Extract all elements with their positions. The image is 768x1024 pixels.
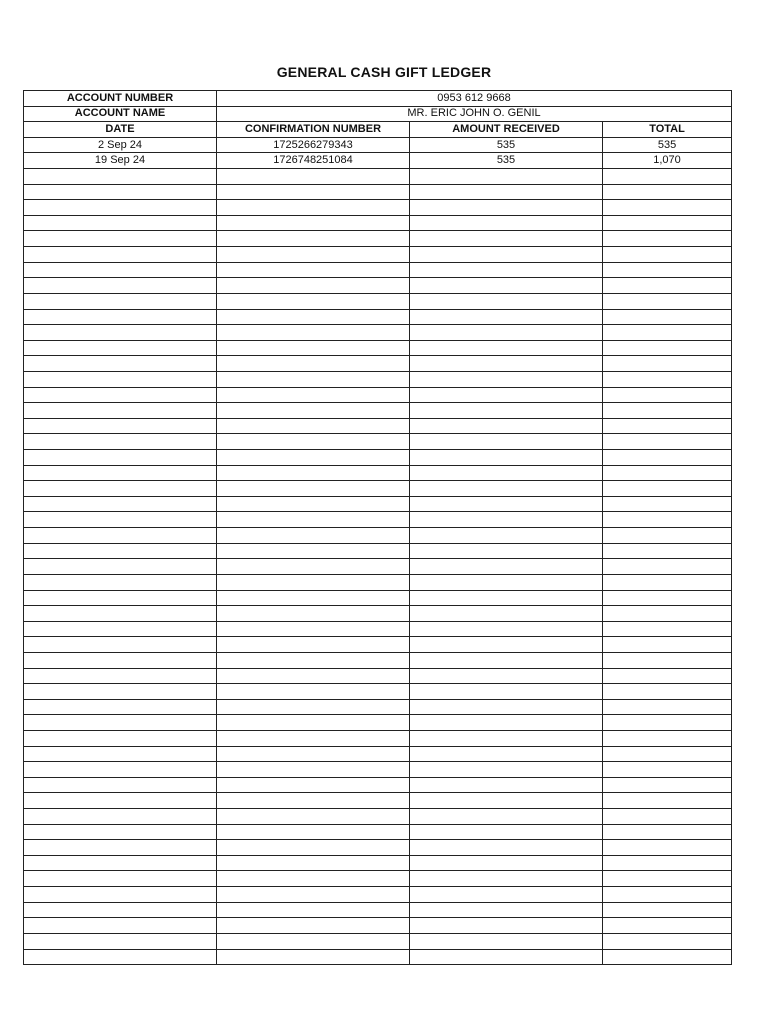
table-row [24,153,732,169]
amount-cell [410,278,603,294]
amount-cell [410,887,603,903]
empty-row [24,278,732,294]
empty-row [24,699,732,715]
date-cell [24,465,217,481]
account-name-label: ACCOUNT NAME [24,106,217,122]
total-cell [603,512,732,528]
total-cell [603,340,732,356]
amount-cell [410,762,603,778]
date-cell [24,278,217,294]
date-cell [24,730,217,746]
total-cell [603,840,732,856]
date-cell [24,403,217,419]
total-cell [603,684,732,700]
date-cell [24,559,217,575]
total-cell [603,949,732,965]
confirmation-cell [217,746,410,762]
total-cell [603,543,732,559]
amount-cell [410,496,603,512]
confirmation-cell [217,528,410,544]
amount-cell [410,590,603,606]
confirmation-cell [217,809,410,825]
date-cell [24,200,217,216]
total-cell [603,855,732,871]
total-cell [603,169,732,185]
amount-cell [410,809,603,825]
column-header-row [24,122,732,138]
date-cell [24,933,217,949]
total-cell [603,933,732,949]
amount-cell [410,902,603,918]
confirmation-cell [217,481,410,497]
date-cell [24,387,217,403]
empty-row [24,762,732,778]
date-cell [24,418,217,434]
empty-row [24,215,732,231]
confirmation-cell [217,559,410,575]
confirmation-cell [217,715,410,731]
amount-cell [410,450,603,466]
empty-row [24,325,732,341]
confirmation-cell: 1726748251084 [217,153,410,169]
amount-cell [410,699,603,715]
amount-cell [410,387,603,403]
confirmation-cell [217,200,410,216]
date-cell [24,871,217,887]
total-cell [603,309,732,325]
empty-row [24,262,732,278]
date-cell: 19 Sep 24 [24,153,217,169]
date-cell [24,746,217,762]
confirmation-cell [217,777,410,793]
date-cell [24,652,217,668]
empty-row [24,793,732,809]
table-row [24,137,732,153]
confirmation-cell [217,325,410,341]
date-cell [24,325,217,341]
confirmation-cell [217,434,410,450]
account-name-row [24,106,732,122]
total-cell [603,387,732,403]
total-cell [603,528,732,544]
date-cell [24,247,217,263]
total-cell [603,184,732,200]
empty-row [24,949,732,965]
amount-cell [410,340,603,356]
column-header-confirmation: CONFIRMATION NUMBER [217,122,410,138]
total-cell [603,450,732,466]
ledger-title: GENERAL CASH GIFT LEDGER [276,64,492,80]
confirmation-cell [217,871,410,887]
confirmation-cell [217,387,410,403]
empty-row [24,481,732,497]
empty-row [24,543,732,559]
total-cell [603,762,732,778]
confirmation-cell [217,824,410,840]
total-cell [603,793,732,809]
amount-cell [410,465,603,481]
confirmation-cell [217,762,410,778]
amount-cell [410,606,603,622]
empty-row [24,184,732,200]
date-cell [24,855,217,871]
total-cell [603,403,732,419]
confirmation-cell [217,668,410,684]
date-cell [24,528,217,544]
date-cell [24,356,217,372]
empty-row [24,200,732,216]
empty-row [24,371,732,387]
total-cell [603,590,732,606]
empty-row [24,247,732,263]
confirmation-cell [217,340,410,356]
total-cell [603,418,732,434]
date-cell [24,434,217,450]
confirmation-cell [217,933,410,949]
account-number-row [24,91,732,107]
amount-cell [410,481,603,497]
empty-row [24,418,732,434]
amount-cell [410,871,603,887]
confirmation-cell [217,684,410,700]
amount-cell [410,371,603,387]
amount-cell [410,325,603,341]
amount-cell [410,668,603,684]
amount-cell [410,574,603,590]
confirmation-cell [217,887,410,903]
date-cell [24,215,217,231]
confirmation-cell [217,543,410,559]
empty-row [24,309,732,325]
amount-cell [410,777,603,793]
date-cell [24,887,217,903]
total-cell [603,730,732,746]
empty-row [24,559,732,575]
amount-cell [410,309,603,325]
date-cell [24,169,217,185]
confirmation-cell [217,730,410,746]
date-cell [24,309,217,325]
empty-row [24,512,732,528]
account-name-value: MR. ERIC JOHN O. GENIL [217,106,732,122]
amount-cell [410,356,603,372]
date-cell [24,496,217,512]
amount-cell [410,184,603,200]
total-cell [603,746,732,762]
empty-row [24,387,732,403]
amount-cell [410,637,603,653]
total-cell [603,918,732,934]
total-cell [603,887,732,903]
total-cell [603,465,732,481]
date-cell [24,543,217,559]
date-cell [24,902,217,918]
date-cell [24,371,217,387]
empty-row [24,918,732,934]
confirmation-cell [217,278,410,294]
confirmation-cell [217,574,410,590]
amount-cell [410,231,603,247]
total-cell [603,200,732,216]
empty-row [24,590,732,606]
total-cell [603,215,732,231]
empty-row [24,169,732,185]
confirmation-cell [217,621,410,637]
empty-row [24,887,732,903]
date-cell [24,340,217,356]
empty-row [24,668,732,684]
amount-cell [410,715,603,731]
amount-cell [410,247,603,263]
amount-cell [410,403,603,419]
date-cell [24,840,217,856]
confirmation-cell [217,496,410,512]
total-cell: 535 [603,137,732,153]
empty-row [24,637,732,653]
amount-cell [410,730,603,746]
total-cell [603,371,732,387]
date-cell [24,606,217,622]
amount-cell [410,793,603,809]
date-cell [24,715,217,731]
confirmation-cell [217,637,410,653]
empty-row [24,340,732,356]
amount-cell [410,434,603,450]
empty-row [24,902,732,918]
total-cell [603,902,732,918]
confirmation-cell [217,169,410,185]
empty-row [24,840,732,856]
date-cell [24,699,217,715]
confirmation-cell [217,793,410,809]
confirmation-cell [217,309,410,325]
empty-row [24,356,732,372]
total-cell [603,699,732,715]
empty-row [24,855,732,871]
empty-row [24,465,732,481]
date-cell [24,809,217,825]
empty-row [24,621,732,637]
total-cell [603,559,732,575]
date-cell [24,450,217,466]
amount-cell [410,512,603,528]
amount-cell [410,684,603,700]
amount-cell [410,293,603,309]
empty-row [24,746,732,762]
empty-row [24,715,732,731]
total-cell [603,293,732,309]
confirmation-cell [217,465,410,481]
total-cell [603,481,732,497]
confirmation-cell [217,855,410,871]
confirmation-cell [217,356,410,372]
empty-row [24,231,732,247]
confirmation-cell [217,918,410,934]
amount-cell [410,528,603,544]
empty-row [24,528,732,544]
confirmation-cell [217,371,410,387]
confirmation-cell [217,450,410,466]
date-cell [24,590,217,606]
amount-cell [410,840,603,856]
total-cell [603,637,732,653]
confirmation-cell [217,262,410,278]
date-cell [24,231,217,247]
confirmation-cell [217,231,410,247]
amount-cell [410,746,603,762]
confirmation-cell [217,215,410,231]
confirmation-cell [217,403,410,419]
confirmation-cell [217,699,410,715]
empty-row [24,434,732,450]
confirmation-cell [217,590,410,606]
empty-row [24,933,732,949]
confirmation-cell [217,418,410,434]
amount-cell [410,559,603,575]
empty-row [24,606,732,622]
total-cell [603,715,732,731]
amount-cell [410,418,603,434]
empty-row [24,684,732,700]
confirmation-cell [217,512,410,528]
date-cell [24,621,217,637]
amount-cell [410,824,603,840]
total-cell [603,606,732,622]
total-cell [603,871,732,887]
date-cell [24,762,217,778]
total-cell [603,574,732,590]
total-cell [603,278,732,294]
amount-cell [410,621,603,637]
amount-cell [410,949,603,965]
account-number-label: ACCOUNT NUMBER [24,91,217,107]
amount-cell: 535 [410,153,603,169]
empty-row [24,403,732,419]
date-cell [24,793,217,809]
date-cell [24,512,217,528]
total-cell [603,231,732,247]
confirmation-cell [217,652,410,668]
confirmation-cell [217,293,410,309]
total-cell [603,777,732,793]
date-cell [24,684,217,700]
ledger-table [23,90,732,965]
total-cell [603,325,732,341]
empty-row [24,824,732,840]
amount-cell [410,169,603,185]
date-cell [24,262,217,278]
amount-cell [410,200,603,216]
amount-cell [410,262,603,278]
confirmation-cell: 1725266279343 [217,137,410,153]
amount-cell: 535 [410,137,603,153]
amount-cell [410,918,603,934]
confirmation-cell [217,840,410,856]
empty-row [24,777,732,793]
empty-row [24,574,732,590]
amount-cell [410,215,603,231]
date-cell [24,574,217,590]
confirmation-cell [217,606,410,622]
confirmation-cell [217,949,410,965]
confirmation-cell [217,902,410,918]
date-cell [24,184,217,200]
total-cell [603,247,732,263]
total-cell: 1,070 [603,153,732,169]
empty-row [24,871,732,887]
column-header-amount: AMOUNT RECEIVED [410,122,603,138]
total-cell [603,434,732,450]
date-cell [24,949,217,965]
total-cell [603,262,732,278]
amount-cell [410,543,603,559]
total-cell [603,496,732,512]
amount-cell [410,652,603,668]
date-cell [24,637,217,653]
date-cell [24,481,217,497]
column-header-date: DATE [24,122,217,138]
empty-row [24,652,732,668]
total-cell [603,652,732,668]
column-header-total: TOTAL [603,122,732,138]
empty-row [24,809,732,825]
date-cell [24,293,217,309]
amount-cell [410,933,603,949]
empty-row [24,730,732,746]
empty-row [24,450,732,466]
amount-cell [410,855,603,871]
total-cell [603,824,732,840]
date-cell [24,777,217,793]
confirmation-cell [217,184,410,200]
date-cell: 2 Sep 24 [24,137,217,153]
total-cell [603,356,732,372]
date-cell [24,824,217,840]
account-number-value: 0953 612 9668 [217,91,732,107]
empty-row [24,496,732,512]
empty-row [24,293,732,309]
total-cell [603,809,732,825]
total-cell [603,621,732,637]
date-cell [24,918,217,934]
date-cell [24,668,217,684]
total-cell [603,668,732,684]
confirmation-cell [217,247,410,263]
